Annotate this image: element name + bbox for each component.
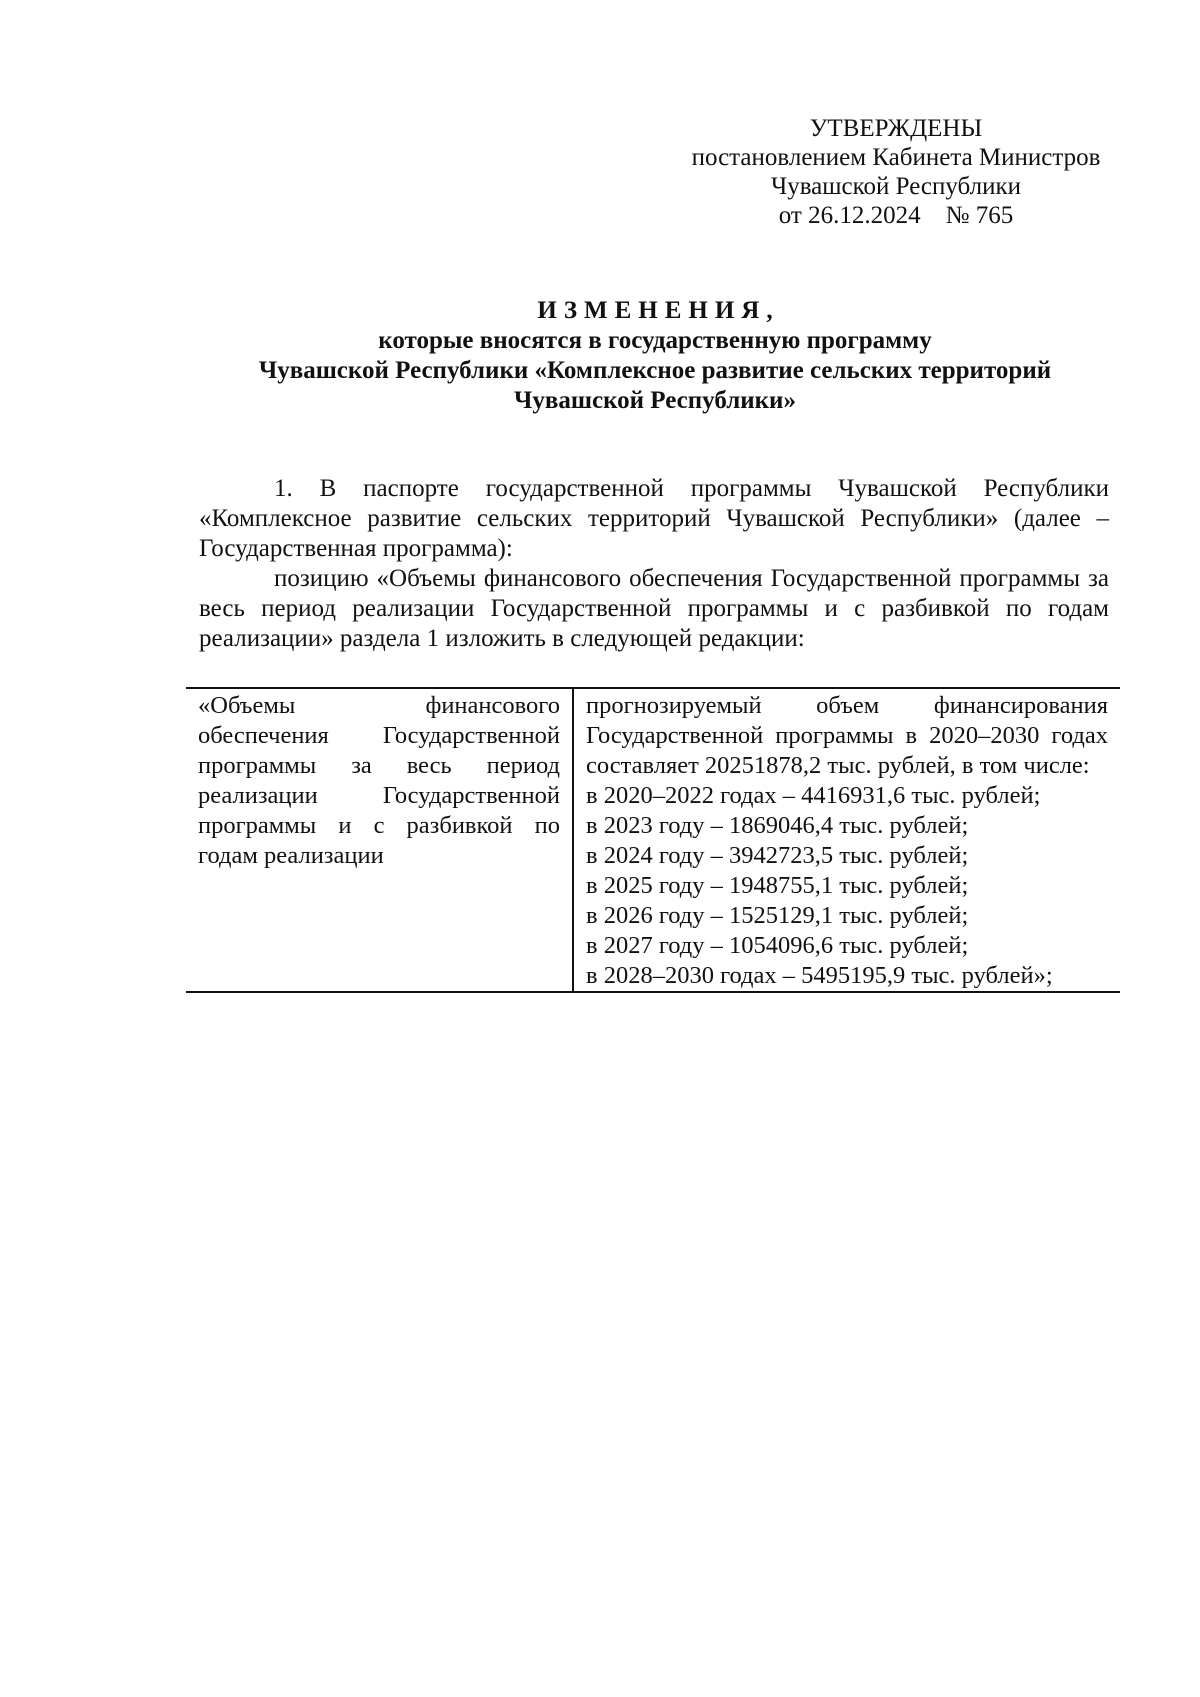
document-title bbox=[190, 296, 1120, 416]
financing-line: в 2028–2030 годах – 5495195,9 тыс. рублей»; bbox=[586, 962, 1053, 989]
document-body bbox=[199, 474, 1109, 654]
approval-date-number: от 26.12.2024 № 765 bbox=[778, 202, 1014, 229]
approval-heading: УТВЕРЖДЕНЫ bbox=[809, 115, 983, 142]
table-row bbox=[186, 688, 1120, 992]
financing-line: в 2020–2022 годах – 4416931,6 тыс. рублей; bbox=[586, 782, 1041, 809]
financing-line: в 2024 году – 3942723,5 тыс. рублей; bbox=[586, 842, 969, 869]
approval-region: Чувашской Республики bbox=[770, 173, 1022, 200]
financing-line: в 2025 году – 1948755,1 тыс. рублей; bbox=[586, 872, 969, 899]
financing-line: в 2023 году – 1869046,4 тыс. рублей; bbox=[586, 812, 969, 839]
financing-intro: прогнозируемый объем финансирования Государственной программы в 2020–2030 годах составляет 20251878,2 тыс. рублей, в том числе: bbox=[586, 692, 1108, 779]
financing-table bbox=[186, 687, 1120, 993]
title-line-4: Чувашской Республики» bbox=[514, 387, 796, 414]
title-main: ИЗМЕНЕНИЯ, bbox=[537, 297, 780, 324]
table-cell-label: «Объемы финансового обеспечения Государственной программы за весь период реализации Государственной программы и с разбивкой по годам реализации bbox=[186, 688, 573, 992]
paragraph-1: 1. В паспорте государственной программы Чувашской Республики «Комплексное развитие сельских территорий Чувашской Республики» (далее – Государственная программа): bbox=[199, 475, 1109, 562]
paragraph-2: позицию «Объемы финансового обеспечения Государственной программы за весь период реализации Государственной программы и с разбивкой по годам реализации» раздела 1 изложить в следующей редакции: bbox=[199, 565, 1109, 652]
approval-authority: постановлением Кабинета Министров bbox=[691, 144, 1101, 171]
approval-stamp-block bbox=[676, 114, 1116, 230]
financing-line: в 2027 году – 1054096,6 тыс. рублей; bbox=[586, 932, 969, 959]
financing-line: в 2026 году – 1525129,1 тыс. рублей; bbox=[586, 902, 969, 929]
title-line-2: которые вносятся в государственную программу bbox=[378, 327, 932, 354]
table-cell-value bbox=[573, 688, 1120, 992]
title-line-3: Чувашской Республики «Комплексное развитие сельских территорий bbox=[258, 357, 1052, 384]
